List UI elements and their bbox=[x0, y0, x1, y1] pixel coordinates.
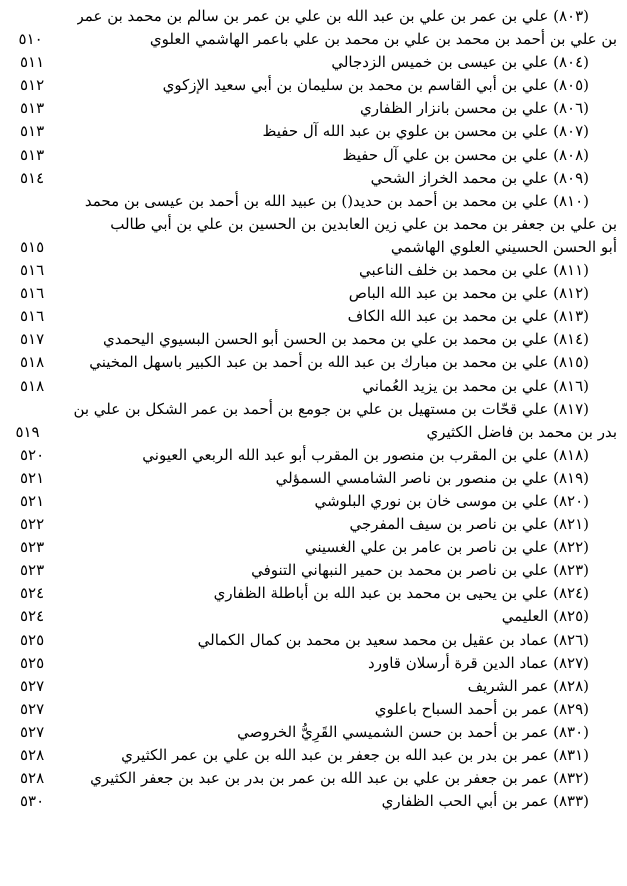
page-number: ٥١٦ bbox=[20, 284, 45, 303]
index-entry bbox=[10, 582, 617, 605]
entry-continuation-line: بن علي بن جعفر بن محمد بن علي زين العابدين بن الحسين بن علي بن أبي طالب bbox=[110, 214, 617, 233]
entry-line: (٨١٦) علي بن محمد بن يزيد العُماني bbox=[362, 376, 589, 395]
index-entry bbox=[10, 467, 617, 490]
entry-name bbox=[78, 74, 617, 97]
entry-line: (٨٢٢) علي بن ناصر بن عامر بن علي الغسيني bbox=[304, 538, 589, 557]
index-entry bbox=[10, 74, 617, 97]
entry-continuation-line: أبو الحسن الحسيني العلوي الهاشمي bbox=[390, 237, 617, 256]
entry-name bbox=[78, 51, 617, 74]
entry-name bbox=[78, 328, 617, 351]
index-entry bbox=[10, 790, 617, 813]
index-entry bbox=[10, 351, 617, 374]
entry-line: (٨٠٧) علي بن محسن بن علوي بن عبد الله آل حفيظ bbox=[262, 122, 589, 141]
entry-name bbox=[78, 282, 617, 305]
entry-line: (٨٢٦) عماد بن عقيل بن محمد سعيد بن محمد بن كمال الكمالي bbox=[197, 630, 589, 649]
index-entry bbox=[10, 444, 617, 467]
entry-line: (٨٠٩) علي بن محمد الخراز الشحي bbox=[370, 168, 589, 187]
entry-name bbox=[78, 467, 617, 490]
entry-line: (٨٢١) علي بن ناصر بن سيف المفرجي bbox=[349, 515, 589, 534]
index-entry bbox=[10, 259, 617, 282]
index-entry bbox=[10, 652, 617, 675]
index-entry bbox=[10, 675, 617, 698]
entry-name bbox=[78, 605, 617, 628]
page-number: ٥٢٧ bbox=[20, 722, 45, 741]
page-number: ٥٢٢ bbox=[20, 515, 45, 534]
page-number: ٥٢٧ bbox=[20, 699, 45, 718]
page-number: ٥١٧ bbox=[20, 330, 45, 349]
entry-line: (٨٠٨) علي بن محسن بن علي آل حفيظ bbox=[342, 145, 589, 164]
entry-line: (٨٢٤) علي بن يحيى بن محمد بن عبد الله بن أباطلة الظفاري bbox=[213, 584, 589, 603]
page-number: ٥١٦ bbox=[20, 261, 45, 280]
page-number: ٥١٣ bbox=[20, 122, 45, 141]
page-number: ٥١٣ bbox=[20, 145, 45, 164]
page-number: ٥١٤ bbox=[20, 168, 45, 187]
page-number: ٥٢٨ bbox=[20, 769, 45, 788]
index-entry bbox=[10, 167, 617, 190]
page-number: ٥٢٥ bbox=[20, 653, 45, 672]
entry-line: (٨٢٨) عمر الشريف bbox=[467, 676, 589, 695]
index-entry bbox=[10, 282, 617, 305]
entry-name bbox=[73, 398, 617, 444]
index-entry bbox=[10, 536, 617, 559]
entry-name bbox=[78, 167, 617, 190]
index-entry bbox=[10, 767, 617, 790]
entry-name bbox=[78, 767, 617, 790]
page-number: ٥٢٤ bbox=[20, 607, 45, 626]
entry-name bbox=[78, 582, 617, 605]
entry-line: (٨٢٧) عماد الدين قرة أرسلان قاورد bbox=[368, 653, 589, 672]
index-entry bbox=[10, 744, 617, 767]
page-number: ٥٢٣ bbox=[20, 538, 45, 557]
page-number: ٥٢١ bbox=[20, 491, 45, 510]
entry-list bbox=[10, 5, 617, 813]
entry-line: (٨٢٠) علي بن موسى خان بن نوري البلوشي bbox=[314, 491, 589, 510]
entry-name bbox=[78, 744, 617, 767]
page-number: ٥١٥ bbox=[20, 237, 45, 256]
page-number: ٥٢٧ bbox=[20, 676, 45, 695]
index-entry bbox=[10, 375, 617, 398]
entry-name bbox=[78, 444, 617, 467]
entry-name bbox=[78, 536, 617, 559]
index-entry bbox=[10, 398, 617, 444]
page-number: ٥٢٣ bbox=[20, 561, 45, 580]
index-entry bbox=[10, 144, 617, 167]
entry-line: (٨٣١) عمر بن بدر بن عبد الله بن جعفر بن عبد الله بن علي بن عمر الكثيري bbox=[121, 746, 589, 764]
page-number: ٥٢٤ bbox=[20, 584, 45, 603]
index-entry bbox=[10, 698, 617, 721]
entry-name bbox=[78, 559, 617, 582]
entry-line: (٨١٥) علي بن محمد بن مبارك بن عبد الله بن أحمد بن عبد الكبير باسهل المخيني bbox=[89, 353, 589, 372]
page-number: ٥٣٠ bbox=[20, 792, 45, 811]
index-entry bbox=[10, 5, 617, 51]
entry-name bbox=[78, 698, 617, 721]
entry-line: (٨٣٢) عمر بن جعفر بن علي بن عبد الله بن عمر بن بدر بن عبد بن جعفر الكثيري bbox=[90, 769, 589, 788]
page-number: ٥١١ bbox=[20, 53, 45, 72]
index-entry bbox=[10, 490, 617, 513]
entry-name bbox=[78, 351, 617, 374]
page-number: ٥٢١ bbox=[20, 468, 45, 487]
entry-name bbox=[78, 144, 617, 167]
entry-name bbox=[78, 97, 617, 120]
page-number: ٥٢٨ bbox=[20, 746, 45, 764]
entry-continuation-line: بن علي بن أحمد بن محمد بن علي بن محمد بن علي باعمر الهاشمي العلوي bbox=[149, 30, 617, 49]
entry-name bbox=[78, 259, 617, 282]
page-number: ٥١٨ bbox=[20, 353, 45, 372]
index-entry bbox=[10, 513, 617, 536]
entry-line: (٨١٨) علي بن المقرب بن منصور بن المقرب أبو عبد الله الربعي العيوني bbox=[142, 445, 589, 464]
page-number: ٥١٢ bbox=[20, 76, 45, 95]
entry-name bbox=[78, 675, 617, 698]
entry-name bbox=[78, 513, 617, 536]
page-number: ٥١٩ bbox=[15, 422, 40, 441]
page-number: ٥٢٥ bbox=[20, 630, 45, 649]
entry-name bbox=[78, 721, 617, 744]
entry-line: (٨١٧) علي قحّات بن مستهيل بن علي بن جومع بن أحمد بن عمر الشكل بن علي بن bbox=[73, 399, 589, 418]
entry-line: (٨١٢) علي بن محمد بن عبد الله الباص bbox=[348, 284, 589, 303]
index-entry bbox=[10, 605, 617, 628]
index-entry bbox=[10, 721, 617, 744]
entry-name bbox=[78, 305, 617, 328]
entry-line: (٨٠٥) علي بن أبي القاسم بن محمد بن سليمان بن أبي سعيد الإزكوي bbox=[162, 76, 589, 95]
entry-line: (٨٢٩) عمر بن أحمد السباح باعلوي bbox=[374, 699, 589, 718]
index-entry bbox=[10, 629, 617, 652]
entry-line: (٨٣٣) عمر بن أبي الحب الظفاري bbox=[381, 792, 589, 811]
entry-line: (٨٠٦) علي بن محسن بانزار الظفاري bbox=[359, 99, 589, 118]
page-number: ٥١٦ bbox=[20, 307, 45, 326]
index-entry bbox=[10, 305, 617, 328]
index-entry bbox=[10, 51, 617, 74]
entry-line: (٨١٠) علي بن محمد بن أحمد بن حديد() بن عبيد الله بن أحمد بن عيسى بن محمد bbox=[84, 191, 589, 210]
entry-name bbox=[78, 190, 617, 259]
entry-name bbox=[77, 5, 617, 51]
entry-line: (٨١٣) علي بن محمد بن عبد الله الكاف bbox=[347, 307, 589, 326]
entry-line: (٨٠٤) علي بن عيسى بن خميس الزدجالي bbox=[331, 53, 589, 72]
index-entry bbox=[10, 559, 617, 582]
index-entry bbox=[10, 328, 617, 351]
entry-line: (٨٢٣) علي بن ناصر بن محمد بن حمير النبهاني التنوفي bbox=[251, 561, 589, 580]
entry-name bbox=[78, 490, 617, 513]
entry-line: (٨٣٠) عمر بن أحمد بن حسن الشميسي القَرِيُّ الخروصي bbox=[237, 722, 589, 741]
entry-continuation-line: بدر بن محمد بن فاضل الكثيري bbox=[426, 422, 617, 441]
entry-line: (٨١٩) علي بن منصور بن ناصر الشامسي السمؤلي bbox=[275, 468, 589, 487]
entry-name bbox=[78, 652, 617, 675]
entry-name bbox=[78, 375, 617, 398]
page-number: ٥١٨ bbox=[20, 376, 45, 395]
entry-line: (٨١١) علي بن محمد بن خلف الناعبي bbox=[359, 261, 589, 280]
index-entry bbox=[10, 120, 617, 143]
page-number: ٥١٣ bbox=[20, 99, 45, 118]
entry-line: (٨٠٣) علي بن عمر بن علي بن عبد الله بن علي بن عمر بن سالم بن محمد بن عمر bbox=[76, 7, 589, 25]
entry-line: (٨٢٥) العليمي bbox=[501, 607, 589, 626]
entry-name bbox=[78, 120, 617, 143]
page-number: ٥٢٠ bbox=[20, 445, 45, 464]
entry-name bbox=[78, 790, 617, 813]
index-entry bbox=[10, 190, 617, 259]
entry-name bbox=[78, 629, 617, 652]
page-number: ٥١٠ bbox=[18, 30, 43, 49]
entry-line: (٨١٤) علي بن محمد بن علي بن محمد بن الحسن أبو الحسن البسيوي اليحمدي bbox=[102, 330, 589, 349]
index-entry bbox=[10, 97, 617, 120]
